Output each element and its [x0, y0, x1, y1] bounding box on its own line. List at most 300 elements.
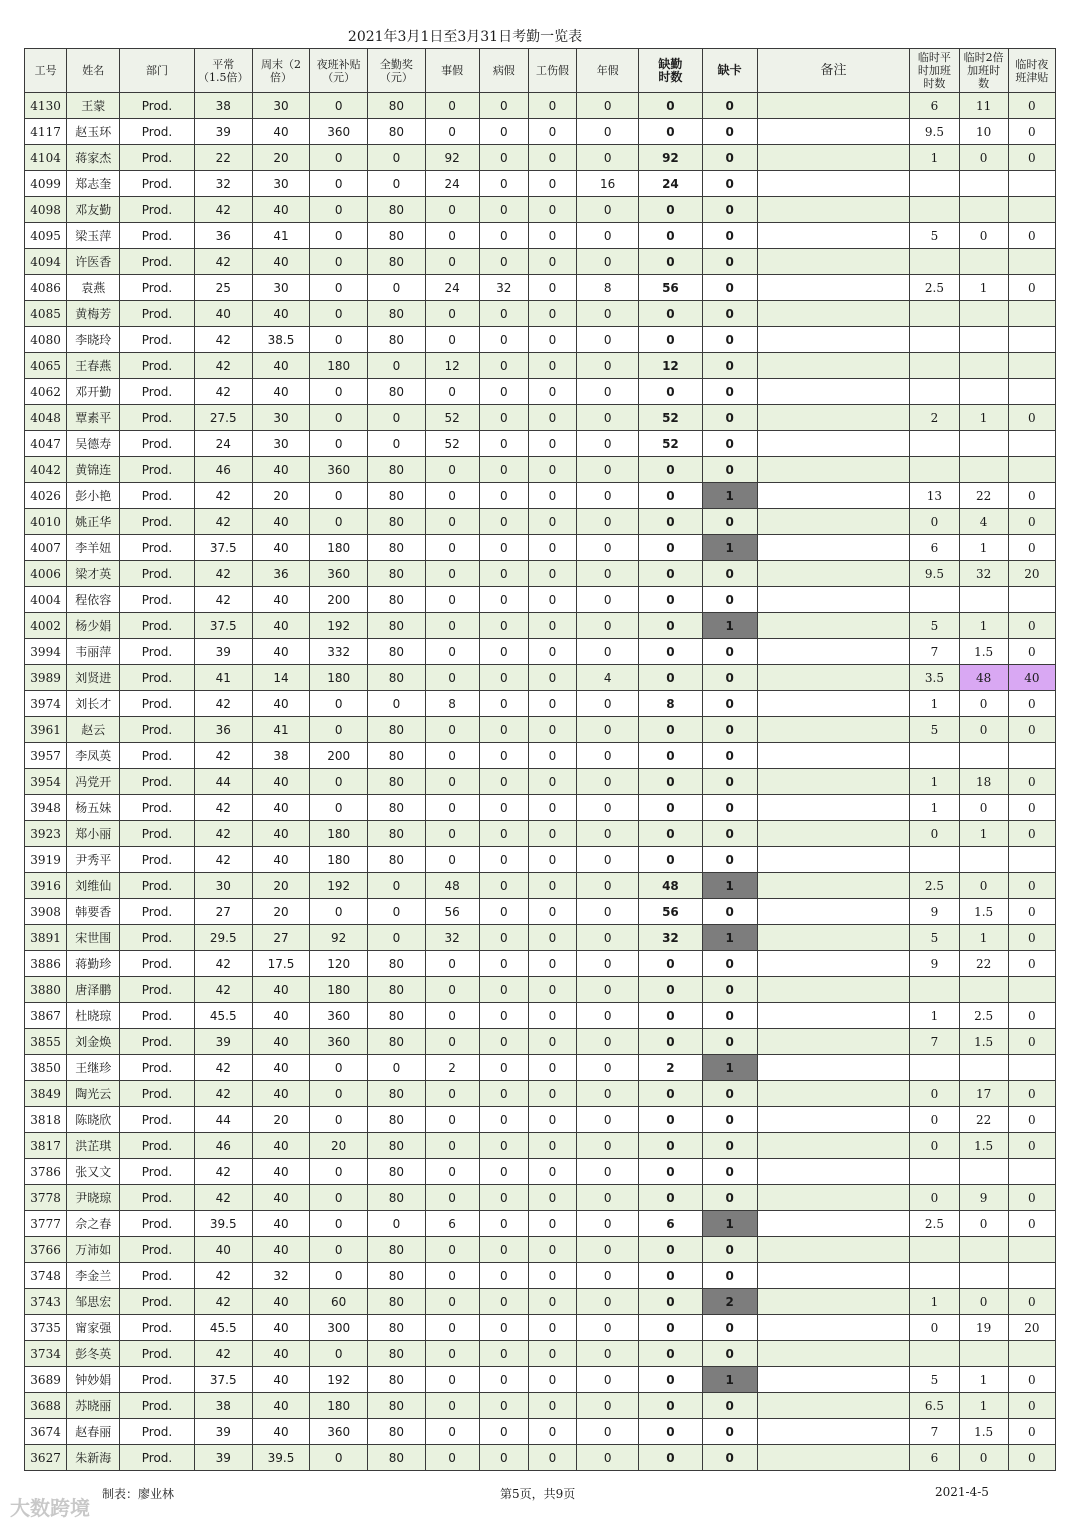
cell-missing-punch: 1: [702, 873, 757, 899]
cell-temp-night-allowance: [1008, 1263, 1055, 1289]
cell-absence-hours: 0: [639, 561, 702, 587]
cell-remarks: [757, 691, 910, 717]
cell-sick-leave: 0: [479, 847, 528, 873]
cell-department: Prod.: [120, 509, 194, 535]
cell-absence-hours: 56: [639, 899, 702, 925]
cell-night-allowance: 180: [310, 821, 368, 847]
cell-temp-regular-ot: [910, 431, 959, 457]
cell-regular-ot: 40: [194, 1237, 252, 1263]
cell-personal-leave: 0: [425, 1263, 479, 1289]
cell-personal-leave: 0: [425, 1237, 479, 1263]
cell-night-allowance: 0: [310, 1081, 368, 1107]
cell-sick-leave: 0: [479, 1081, 528, 1107]
cell-annual-leave: 0: [577, 717, 639, 743]
cell-injury-leave: 0: [528, 1315, 576, 1341]
cell-temp-double-ot: [959, 1055, 1008, 1081]
cell-temp-regular-ot: 0: [910, 1107, 959, 1133]
cell-sick-leave: 0: [479, 1393, 528, 1419]
cell-remarks: [757, 1393, 910, 1419]
cell-regular-ot: 32: [194, 171, 252, 197]
cell-employee-id: 3674: [25, 1419, 67, 1445]
cell-personal-leave: 0: [425, 223, 479, 249]
cell-weekend-ot: 38.5: [252, 327, 309, 353]
cell-department: Prod.: [120, 223, 194, 249]
cell-sick-leave: 0: [479, 1445, 528, 1471]
cell-night-allowance: 92: [310, 925, 368, 951]
cell-missing-punch: 1: [702, 613, 757, 639]
cell-night-allowance: 0: [310, 1185, 368, 1211]
cell-temp-regular-ot: 5: [910, 1367, 959, 1393]
cell-injury-leave: 0: [528, 197, 576, 223]
cell-personal-leave: 56: [425, 899, 479, 925]
cell-temp-night-allowance: [1008, 1055, 1055, 1081]
cell-name: 甯家强: [67, 1315, 120, 1341]
cell-employee-id: 4117: [25, 119, 67, 145]
cell-name: 万沛如: [67, 1237, 120, 1263]
cell-missing-punch: 1: [702, 1211, 757, 1237]
cell-attendance-bonus: 0: [368, 925, 425, 951]
cell-employee-id: 3688: [25, 1393, 67, 1419]
cell-temp-night-allowance: 0: [1008, 1081, 1055, 1107]
cell-missing-punch: 0: [702, 1185, 757, 1211]
cell-regular-ot: 42: [194, 691, 252, 717]
cell-department: Prod.: [120, 353, 194, 379]
cell-employee-id: 3850: [25, 1055, 67, 1081]
cell-name: 许医香: [67, 249, 120, 275]
cell-temp-regular-ot: [910, 379, 959, 405]
cell-temp-double-ot: [959, 847, 1008, 873]
cell-employee-id: 3948: [25, 795, 67, 821]
cell-temp-night-allowance: 20: [1008, 561, 1055, 587]
cell-absence-hours: 0: [639, 327, 702, 353]
cell-annual-leave: 0: [577, 457, 639, 483]
cell-weekend-ot: 40: [252, 509, 309, 535]
cell-temp-double-ot: 11: [959, 93, 1008, 119]
cell-employee-id: 3689: [25, 1367, 67, 1393]
cell-name: 杜晓琼: [67, 1003, 120, 1029]
cell-department: Prod.: [120, 1107, 194, 1133]
cell-attendance-bonus: 80: [368, 743, 425, 769]
table-row: [25, 1029, 1056, 1055]
cell-temp-regular-ot: 0: [910, 509, 959, 535]
cell-department: Prod.: [120, 847, 194, 873]
cell-temp-night-allowance: [1008, 1341, 1055, 1367]
cell-temp-double-ot: 1: [959, 535, 1008, 561]
cell-temp-regular-ot: 1: [910, 1289, 959, 1315]
cell-regular-ot: 39: [194, 1029, 252, 1055]
cell-name: 李晓玲: [67, 327, 120, 353]
cell-injury-leave: 0: [528, 1133, 576, 1159]
cell-annual-leave: 0: [577, 613, 639, 639]
cell-temp-regular-ot: 5: [910, 613, 959, 639]
cell-remarks: [757, 1237, 910, 1263]
cell-injury-leave: 0: [528, 145, 576, 171]
cell-temp-double-ot: 18: [959, 769, 1008, 795]
cell-name: 袁燕: [67, 275, 120, 301]
cell-weekend-ot: 40: [252, 1419, 309, 1445]
cell-injury-leave: 0: [528, 1107, 576, 1133]
cell-annual-leave: 8: [577, 275, 639, 301]
cell-injury-leave: 0: [528, 795, 576, 821]
cell-department: Prod.: [120, 769, 194, 795]
cell-missing-punch: 0: [702, 977, 757, 1003]
cell-regular-ot: 42: [194, 379, 252, 405]
cell-temp-regular-ot: 0: [910, 1315, 959, 1341]
cell-temp-night-allowance: 0: [1008, 275, 1055, 301]
cell-temp-double-ot: [959, 1237, 1008, 1263]
cell-night-allowance: 0: [310, 483, 368, 509]
table-row: [25, 1263, 1056, 1289]
cell-name: 钟妙娟: [67, 1367, 120, 1393]
cell-regular-ot: 42: [194, 509, 252, 535]
cell-remarks: [757, 769, 910, 795]
cell-remarks: [757, 535, 910, 561]
cell-remarks: [757, 561, 910, 587]
cell-remarks: [757, 1315, 910, 1341]
cell-absence-hours: 0: [639, 509, 702, 535]
cell-injury-leave: 0: [528, 769, 576, 795]
cell-name: 陈晓欣: [67, 1107, 120, 1133]
cell-temp-double-ot: [959, 301, 1008, 327]
cell-employee-id: 4099: [25, 171, 67, 197]
cell-annual-leave: 0: [577, 249, 639, 275]
cell-regular-ot: 42: [194, 1159, 252, 1185]
cell-temp-regular-ot: 0: [910, 1081, 959, 1107]
cell-absence-hours: 0: [639, 93, 702, 119]
cell-name: 冯党开: [67, 769, 120, 795]
cell-regular-ot: 42: [194, 847, 252, 873]
cell-attendance-bonus: 0: [368, 1055, 425, 1081]
cell-absence-hours: 0: [639, 587, 702, 613]
cell-regular-ot: 41: [194, 665, 252, 691]
cell-missing-punch: 0: [702, 743, 757, 769]
cell-weekend-ot: 40: [252, 1367, 309, 1393]
cell-night-allowance: 0: [310, 1445, 368, 1471]
report-date: 2021-4-5: [935, 1485, 989, 1499]
cell-remarks: [757, 223, 910, 249]
cell-weekend-ot: 40: [252, 613, 309, 639]
cell-temp-night-allowance: [1008, 327, 1055, 353]
cell-personal-leave: 0: [425, 795, 479, 821]
cell-annual-leave: 0: [577, 1315, 639, 1341]
cell-department: Prod.: [120, 717, 194, 743]
cell-personal-leave: 0: [425, 1419, 479, 1445]
cell-temp-regular-ot: 3.5: [910, 665, 959, 691]
cell-personal-leave: 52: [425, 431, 479, 457]
cell-sick-leave: 0: [479, 535, 528, 561]
cell-attendance-bonus: 80: [368, 613, 425, 639]
cell-night-allowance: 0: [310, 301, 368, 327]
cell-night-allowance: 0: [310, 509, 368, 535]
cell-temp-double-ot: 1: [959, 613, 1008, 639]
table-row: [25, 1315, 1056, 1341]
cell-employee-id: 3954: [25, 769, 67, 795]
cell-sick-leave: 0: [479, 769, 528, 795]
cell-missing-punch: 0: [702, 1315, 757, 1341]
header-missing-punch: 缺卡: [702, 49, 757, 93]
table-row: [25, 93, 1056, 119]
cell-missing-punch: 0: [702, 1081, 757, 1107]
cell-absence-hours: 0: [639, 223, 702, 249]
cell-absence-hours: 92: [639, 145, 702, 171]
cell-absence-hours: 0: [639, 1159, 702, 1185]
cell-night-allowance: 0: [310, 171, 368, 197]
cell-weekend-ot: 40: [252, 587, 309, 613]
cell-remarks: [757, 1081, 910, 1107]
cell-name: 尹晓琼: [67, 1185, 120, 1211]
cell-personal-leave: 0: [425, 1341, 479, 1367]
cell-department: Prod.: [120, 639, 194, 665]
cell-absence-hours: 24: [639, 171, 702, 197]
cell-temp-night-allowance: 0: [1008, 145, 1055, 171]
cell-name: 韩要香: [67, 899, 120, 925]
cell-night-allowance: 20: [310, 1133, 368, 1159]
cell-temp-double-ot: [959, 743, 1008, 769]
cell-temp-double-ot: 22: [959, 1107, 1008, 1133]
cell-annual-leave: 0: [577, 561, 639, 587]
cell-temp-night-allowance: [1008, 171, 1055, 197]
cell-sick-leave: 0: [479, 1133, 528, 1159]
cell-name: 张又文: [67, 1159, 120, 1185]
cell-missing-punch: 0: [702, 275, 757, 301]
cell-personal-leave: 0: [425, 1185, 479, 1211]
cell-remarks: [757, 249, 910, 275]
cell-employee-id: 3735: [25, 1315, 67, 1341]
cell-temp-night-allowance: 0: [1008, 535, 1055, 561]
cell-annual-leave: 0: [577, 639, 639, 665]
cell-weekend-ot: 40: [252, 821, 309, 847]
cell-injury-leave: 0: [528, 1367, 576, 1393]
cell-employee-id: 4026: [25, 483, 67, 509]
cell-department: Prod.: [120, 1211, 194, 1237]
cell-annual-leave: 0: [577, 431, 639, 457]
cell-night-allowance: 0: [310, 405, 368, 431]
cell-temp-regular-ot: 6: [910, 535, 959, 561]
cell-temp-night-allowance: 0: [1008, 925, 1055, 951]
cell-employee-id: 3957: [25, 743, 67, 769]
cell-annual-leave: 0: [577, 1185, 639, 1211]
cell-personal-leave: 0: [425, 1003, 479, 1029]
cell-temp-regular-ot: 1: [910, 795, 959, 821]
cell-night-allowance: 300: [310, 1315, 368, 1341]
cell-remarks: [757, 301, 910, 327]
cell-personal-leave: 24: [425, 275, 479, 301]
cell-absence-hours: 0: [639, 1107, 702, 1133]
cell-injury-leave: 0: [528, 509, 576, 535]
header-row: [25, 49, 1056, 93]
cell-regular-ot: 42: [194, 1185, 252, 1211]
cell-missing-punch: 0: [702, 249, 757, 275]
cell-weekend-ot: 20: [252, 1107, 309, 1133]
cell-name: 王继珍: [67, 1055, 120, 1081]
cell-injury-leave: 0: [528, 873, 576, 899]
cell-sick-leave: 0: [479, 1289, 528, 1315]
cell-night-allowance: 0: [310, 379, 368, 405]
cell-sick-leave: 0: [479, 587, 528, 613]
cell-temp-regular-ot: [910, 743, 959, 769]
cell-temp-night-allowance: [1008, 301, 1055, 327]
cell-temp-regular-ot: 9: [910, 951, 959, 977]
cell-attendance-bonus: 80: [368, 1185, 425, 1211]
cell-night-allowance: 0: [310, 1341, 368, 1367]
cell-sick-leave: 0: [479, 1211, 528, 1237]
cell-employee-id: 3817: [25, 1133, 67, 1159]
cell-absence-hours: 0: [639, 1133, 702, 1159]
cell-remarks: [757, 587, 910, 613]
cell-department: Prod.: [120, 1393, 194, 1419]
cell-temp-regular-ot: [910, 327, 959, 353]
cell-missing-punch: 0: [702, 847, 757, 873]
cell-injury-leave: 0: [528, 1003, 576, 1029]
cell-annual-leave: 0: [577, 405, 639, 431]
cell-missing-punch: 0: [702, 1003, 757, 1029]
cell-remarks: [757, 1211, 910, 1237]
cell-absence-hours: 0: [639, 1419, 702, 1445]
cell-temp-night-allowance: 0: [1008, 873, 1055, 899]
cell-personal-leave: 0: [425, 1289, 479, 1315]
cell-sick-leave: 0: [479, 1029, 528, 1055]
cell-name: 刘长才: [67, 691, 120, 717]
cell-employee-id: 3923: [25, 821, 67, 847]
cell-weekend-ot: 40: [252, 1055, 309, 1081]
cell-missing-punch: 0: [702, 1107, 757, 1133]
cell-injury-leave: 0: [528, 613, 576, 639]
cell-temp-regular-ot: [910, 587, 959, 613]
cell-missing-punch: 0: [702, 457, 757, 483]
cell-attendance-bonus: 80: [368, 561, 425, 587]
table-row: [25, 1107, 1056, 1133]
cell-sick-leave: 0: [479, 1263, 528, 1289]
cell-absence-hours: 0: [639, 1081, 702, 1107]
cell-department: Prod.: [120, 1315, 194, 1341]
cell-absence-hours: 6: [639, 1211, 702, 1237]
cell-night-allowance: 60: [310, 1289, 368, 1315]
cell-name: 程依容: [67, 587, 120, 613]
cell-night-allowance: 0: [310, 1055, 368, 1081]
cell-temp-double-ot: 0: [959, 1445, 1008, 1471]
cell-injury-leave: 0: [528, 119, 576, 145]
cell-weekend-ot: 41: [252, 717, 309, 743]
cell-attendance-bonus: 80: [368, 639, 425, 665]
sheet-title: 2021年3月1日至3月31日考勤一览表: [347, 29, 583, 45]
cell-missing-punch: 0: [702, 639, 757, 665]
cell-sick-leave: 0: [479, 951, 528, 977]
cell-attendance-bonus: 0: [368, 145, 425, 171]
cell-regular-ot: 39: [194, 1419, 252, 1445]
cell-department: Prod.: [120, 795, 194, 821]
cell-missing-punch: 0: [702, 223, 757, 249]
table-row: [25, 379, 1056, 405]
cell-department: Prod.: [120, 145, 194, 171]
cell-absence-hours: 0: [639, 665, 702, 691]
cell-absence-hours: 0: [639, 1289, 702, 1315]
cell-temp-night-allowance: [1008, 457, 1055, 483]
cell-weekend-ot: 20: [252, 873, 309, 899]
cell-absence-hours: 0: [639, 119, 702, 145]
cell-personal-leave: 2: [425, 1055, 479, 1081]
cell-sick-leave: 0: [479, 1419, 528, 1445]
cell-sick-leave: 0: [479, 353, 528, 379]
cell-injury-leave: 0: [528, 1185, 576, 1211]
cell-employee-id: 4130: [25, 93, 67, 119]
cell-employee-id: 3994: [25, 639, 67, 665]
header-department: 部门: [120, 49, 194, 93]
cell-regular-ot: 42: [194, 951, 252, 977]
cell-injury-leave: 0: [528, 93, 576, 119]
table-row: [25, 197, 1056, 223]
cell-department: Prod.: [120, 899, 194, 925]
cell-temp-double-ot: [959, 1263, 1008, 1289]
cell-temp-night-allowance: 0: [1008, 1367, 1055, 1393]
cell-temp-double-ot: 1: [959, 1393, 1008, 1419]
cell-annual-leave: 0: [577, 1445, 639, 1471]
cell-annual-leave: 0: [577, 483, 639, 509]
cell-temp-double-ot: [959, 327, 1008, 353]
attendance-table: [24, 48, 1056, 1471]
cell-regular-ot: 42: [194, 327, 252, 353]
cell-temp-night-allowance: [1008, 431, 1055, 457]
table-row: [25, 795, 1056, 821]
cell-regular-ot: 45.5: [194, 1315, 252, 1341]
cell-absence-hours: 0: [639, 821, 702, 847]
cell-temp-regular-ot: 6.5: [910, 1393, 959, 1419]
cell-injury-leave: 0: [528, 431, 576, 457]
cell-personal-leave: 0: [425, 717, 479, 743]
cell-temp-night-allowance: 0: [1008, 795, 1055, 821]
cell-name: 唐泽鹏: [67, 977, 120, 1003]
cell-night-allowance: 0: [310, 431, 368, 457]
cell-injury-leave: 0: [528, 275, 576, 301]
cell-injury-leave: 0: [528, 691, 576, 717]
cell-regular-ot: 42: [194, 249, 252, 275]
cell-attendance-bonus: 80: [368, 665, 425, 691]
cell-department: Prod.: [120, 119, 194, 145]
cell-annual-leave: 0: [577, 587, 639, 613]
table-row: [25, 509, 1056, 535]
cell-night-allowance: 360: [310, 119, 368, 145]
cell-annual-leave: 0: [577, 1107, 639, 1133]
cell-temp-double-ot: 1: [959, 821, 1008, 847]
cell-temp-regular-ot: 9: [910, 899, 959, 925]
cell-employee-id: 3891: [25, 925, 67, 951]
cell-absence-hours: 0: [639, 1029, 702, 1055]
cell-sick-leave: 0: [479, 197, 528, 223]
cell-sick-leave: 0: [479, 1003, 528, 1029]
cell-temp-double-ot: 1.5: [959, 1029, 1008, 1055]
cell-annual-leave: 0: [577, 925, 639, 951]
cell-annual-leave: 0: [577, 1393, 639, 1419]
cell-absence-hours: 0: [639, 1263, 702, 1289]
cell-weekend-ot: 40: [252, 379, 309, 405]
cell-regular-ot: 29.5: [194, 925, 252, 951]
cell-personal-leave: 24: [425, 171, 479, 197]
cell-annual-leave: 0: [577, 977, 639, 1003]
cell-sick-leave: 0: [479, 665, 528, 691]
cell-temp-regular-ot: 9.5: [910, 119, 959, 145]
cell-sick-leave: 0: [479, 1315, 528, 1341]
cell-sick-leave: 0: [479, 925, 528, 951]
cell-regular-ot: 39: [194, 1445, 252, 1471]
cell-personal-leave: 48: [425, 873, 479, 899]
cell-injury-leave: 0: [528, 1211, 576, 1237]
cell-regular-ot: 36: [194, 717, 252, 743]
cell-weekend-ot: 17.5: [252, 951, 309, 977]
cell-temp-night-allowance: 0: [1008, 769, 1055, 795]
cell-temp-night-allowance: 0: [1008, 1003, 1055, 1029]
cell-employee-id: 4062: [25, 379, 67, 405]
cell-weekend-ot: 40: [252, 197, 309, 223]
cell-employee-id: 4042: [25, 457, 67, 483]
